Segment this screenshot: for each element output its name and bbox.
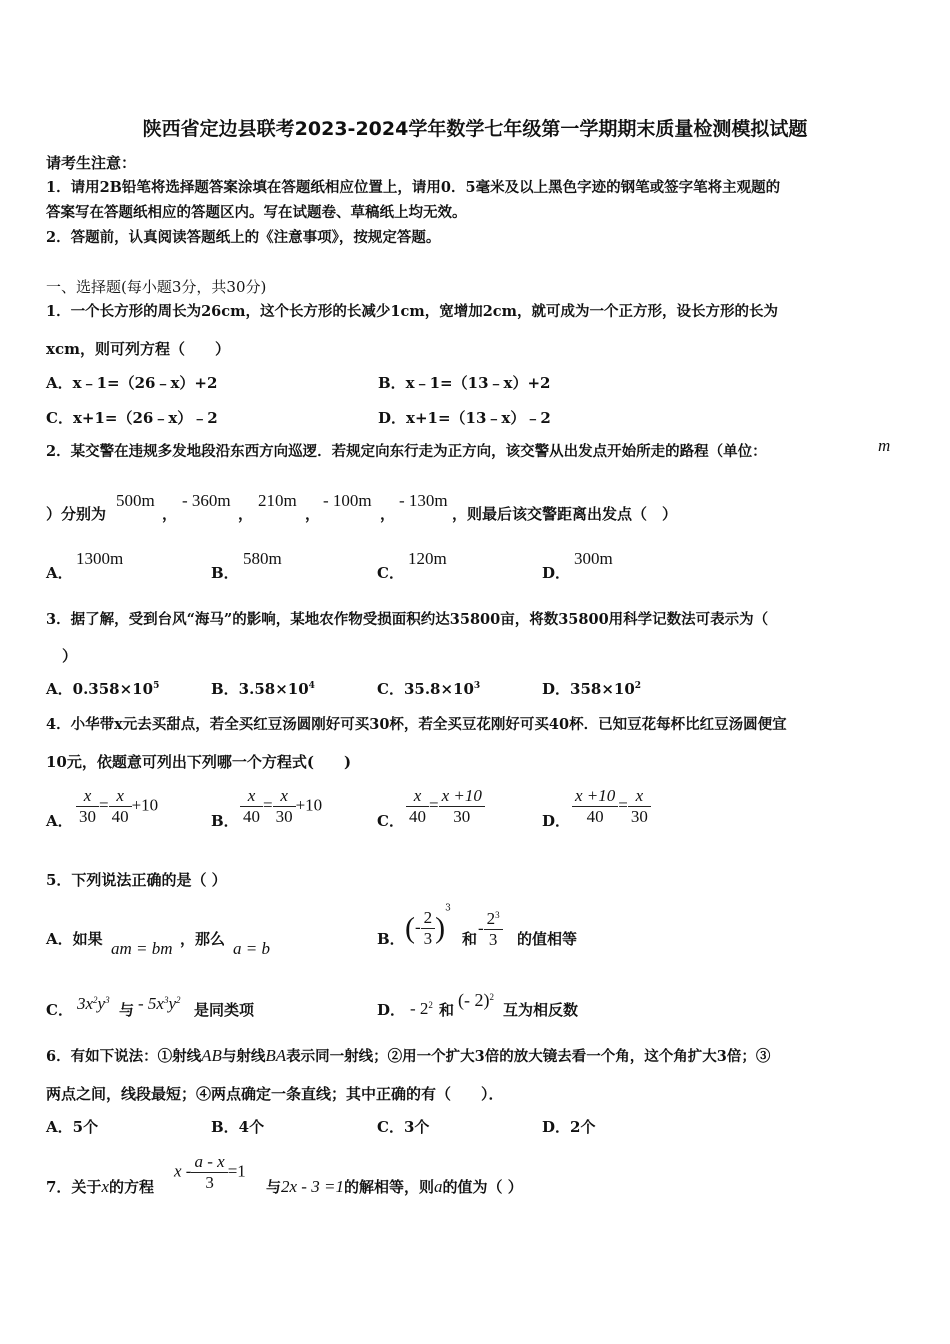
q2-distance: 210m: [258, 491, 297, 510]
q4-stem: 4．小华带x元去买甜点，若全买红豆汤圆刚好可买30杯，若全买豆花刚好可买40杯．已知豆花每杯比红豆汤圆便宜: [46, 716, 787, 733]
q5-d-text: 互为相反数: [503, 1001, 579, 1019]
q1-stem: 1．一个长方形的周长为26cm，这个长方形的长减少1cm，宽增加2cm，就可成为一个正方形，设长方形的长为: [46, 303, 778, 320]
q4-option-a[interactable]: A．: [46, 812, 73, 830]
q5-b-text: 的值相等: [517, 930, 578, 948]
q5-c-expr: $3x^2y^3$: [77, 994, 110, 1013]
q4-option-b[interactable]: B．: [211, 812, 239, 830]
separator: ，: [162, 505, 178, 523]
q2-option-a-value: 1300m: [76, 549, 124, 568]
q2-option-b[interactable]: B．: [211, 564, 239, 582]
q6-option-d[interactable]: D．2个: [542, 1118, 596, 1136]
notice-line: 1．请用2B铅笔将选择题答案涂填在答题纸相应位置上，请用0．5毫米及以上黑色字迹的钢笔或签字笔将主观题的: [46, 179, 781, 196]
q2-distance: - 130m: [399, 491, 448, 510]
q5-option-a[interactable]: A．如果: [46, 930, 103, 948]
q2-distance: - 360m: [182, 491, 231, 510]
q5-d-expr: - $2^2$: [410, 999, 433, 1018]
q2-option-c[interactable]: C．: [377, 564, 404, 582]
q7-equation: x - $\frac{a - x}{3}$ =1: [174, 1152, 246, 1192]
q5-option-d[interactable]: D．: [377, 1001, 406, 1019]
q5-stem: 5．下列说法正确的是（ ）: [46, 871, 227, 889]
page-title: 陕西省定边县联考2023-2024学年数学七年级第一学期期末质量检测模拟试题: [142, 118, 808, 140]
q2-distance: 500m: [116, 491, 155, 510]
q3-option-c[interactable]: C．$35.8\times 10^3$: [377, 680, 481, 698]
q2-distance: - 100m: [323, 491, 372, 510]
q1-option-c[interactable]: C．x+1=（26﹣x）﹣2: [46, 409, 218, 427]
q2-stem: ）分别为: [46, 505, 107, 523]
q5-c-expr: - $5x^3y^2$: [138, 994, 181, 1013]
q7-stem: 7．关于x的方程: [46, 1177, 154, 1196]
q5-d-expr: (- 2)$^2$: [458, 990, 494, 1010]
q2-option-b-value: 580m: [243, 549, 282, 568]
q6-option-c[interactable]: C．3个: [377, 1118, 430, 1136]
q6-stem: 两点之间，线段最短；④两点确定一条直线；其中正确的有（ ）．: [46, 1085, 504, 1103]
q2-stem: 2．某交警在违规多发地段沿东西方向巡逻．若规定向东行走为正方向，该交警从出发点开始所走的路程（单位：: [46, 443, 767, 460]
section-heading: 一、选择题(每小题3分，共30分): [46, 278, 267, 296]
q2-unit: m: [878, 436, 891, 455]
q4-option-a-formula: $\frac{x}{30}$ = $\frac{x}{40}$ +10: [76, 786, 158, 827]
q6-option-b[interactable]: B．4个: [211, 1118, 265, 1136]
q5-a-expr: a = b: [233, 939, 270, 958]
q3-stem: ）: [62, 647, 78, 665]
q5-b-text: 和: [462, 930, 478, 948]
q3-stem: 3．据了解，受到台风“海马”的影响，某地农作物受损面积约达35800亩，将数35800用科学记数法可表示为（: [46, 611, 769, 628]
q6-stem: 6．有如下说法：①射线AB与射线BA表示同一射线；②用一个扩大3倍的放大镜去看一个角，这个角扩大3倍；③: [46, 1046, 771, 1065]
q2-option-d[interactable]: D．: [542, 564, 571, 582]
q4-option-c-formula: $\frac{x}{40}$ = $\frac{x +10}{30}$: [406, 786, 485, 827]
notice-line: 2．答题前，认真阅读答题纸上的《注意事项》，按规定答题。: [46, 229, 441, 246]
q4-option-b-formula: $\frac{x}{40}$ = $\frac{x}{30}$ +10: [240, 786, 322, 827]
notice-heading: 请考生注意：: [46, 154, 137, 172]
q3-option-b[interactable]: B．$3.58\times 10^4$: [211, 680, 315, 698]
separator: ，: [305, 505, 321, 523]
q1-option-d[interactable]: D．x+1=（13﹣x）﹣2: [378, 409, 551, 427]
q4-option-c[interactable]: C．: [377, 812, 404, 830]
q2-option-d-value: 300m: [574, 549, 613, 568]
q7-stem: 与2x - 3 =1的解相等，则a的值为（ ）: [266, 1177, 523, 1196]
q5-c-text: 是同类项: [194, 1001, 255, 1019]
q2-option-a[interactable]: A．: [46, 564, 73, 582]
separator: ，: [380, 505, 396, 523]
separator: ，: [238, 505, 254, 523]
q5-b-expr: (- $\frac{2}{3}$ )$^3$: [405, 903, 451, 948]
q5-b-expr: - $\frac{2^3}{3}$: [478, 909, 503, 950]
q5-a-expr: am = bm: [111, 939, 173, 958]
q6-option-a[interactable]: A．5个: [46, 1118, 99, 1136]
q3-option-d[interactable]: D．$358\times 10^2$: [542, 680, 642, 698]
q5-option-b[interactable]: B．: [377, 930, 405, 948]
q4-option-d-formula: $\frac{x +10}{40}$ = $\frac{x}{30}$: [572, 786, 651, 827]
q1-option-a[interactable]: A．x﹣1=（26﹣x）+2: [46, 374, 218, 392]
q5-c-text: 与: [119, 1001, 135, 1019]
q5-d-text: 和: [439, 1001, 455, 1019]
q5-a-text: ，那么: [180, 930, 226, 948]
q5-option-c[interactable]: C．: [46, 1001, 73, 1019]
q4-stem: 10元，依题意可列出下列哪一个方程式( ): [46, 753, 352, 771]
q2-stem: ，则最后该交警距离出发点（ ）: [452, 505, 678, 523]
notice-line: 答案写在答题纸相应的答题区内。写在试题卷、草稿纸上均无效。: [46, 204, 467, 221]
q3-option-a[interactable]: A．$0.358\times 10^5$: [46, 680, 160, 698]
q2-option-c-value: 120m: [408, 549, 447, 568]
q1-stem: xcm，则可列方程（ ）: [46, 340, 230, 358]
q4-option-d[interactable]: D．: [542, 812, 571, 830]
q1-option-b[interactable]: B．x﹣1=（13﹣x）+2: [378, 374, 551, 392]
